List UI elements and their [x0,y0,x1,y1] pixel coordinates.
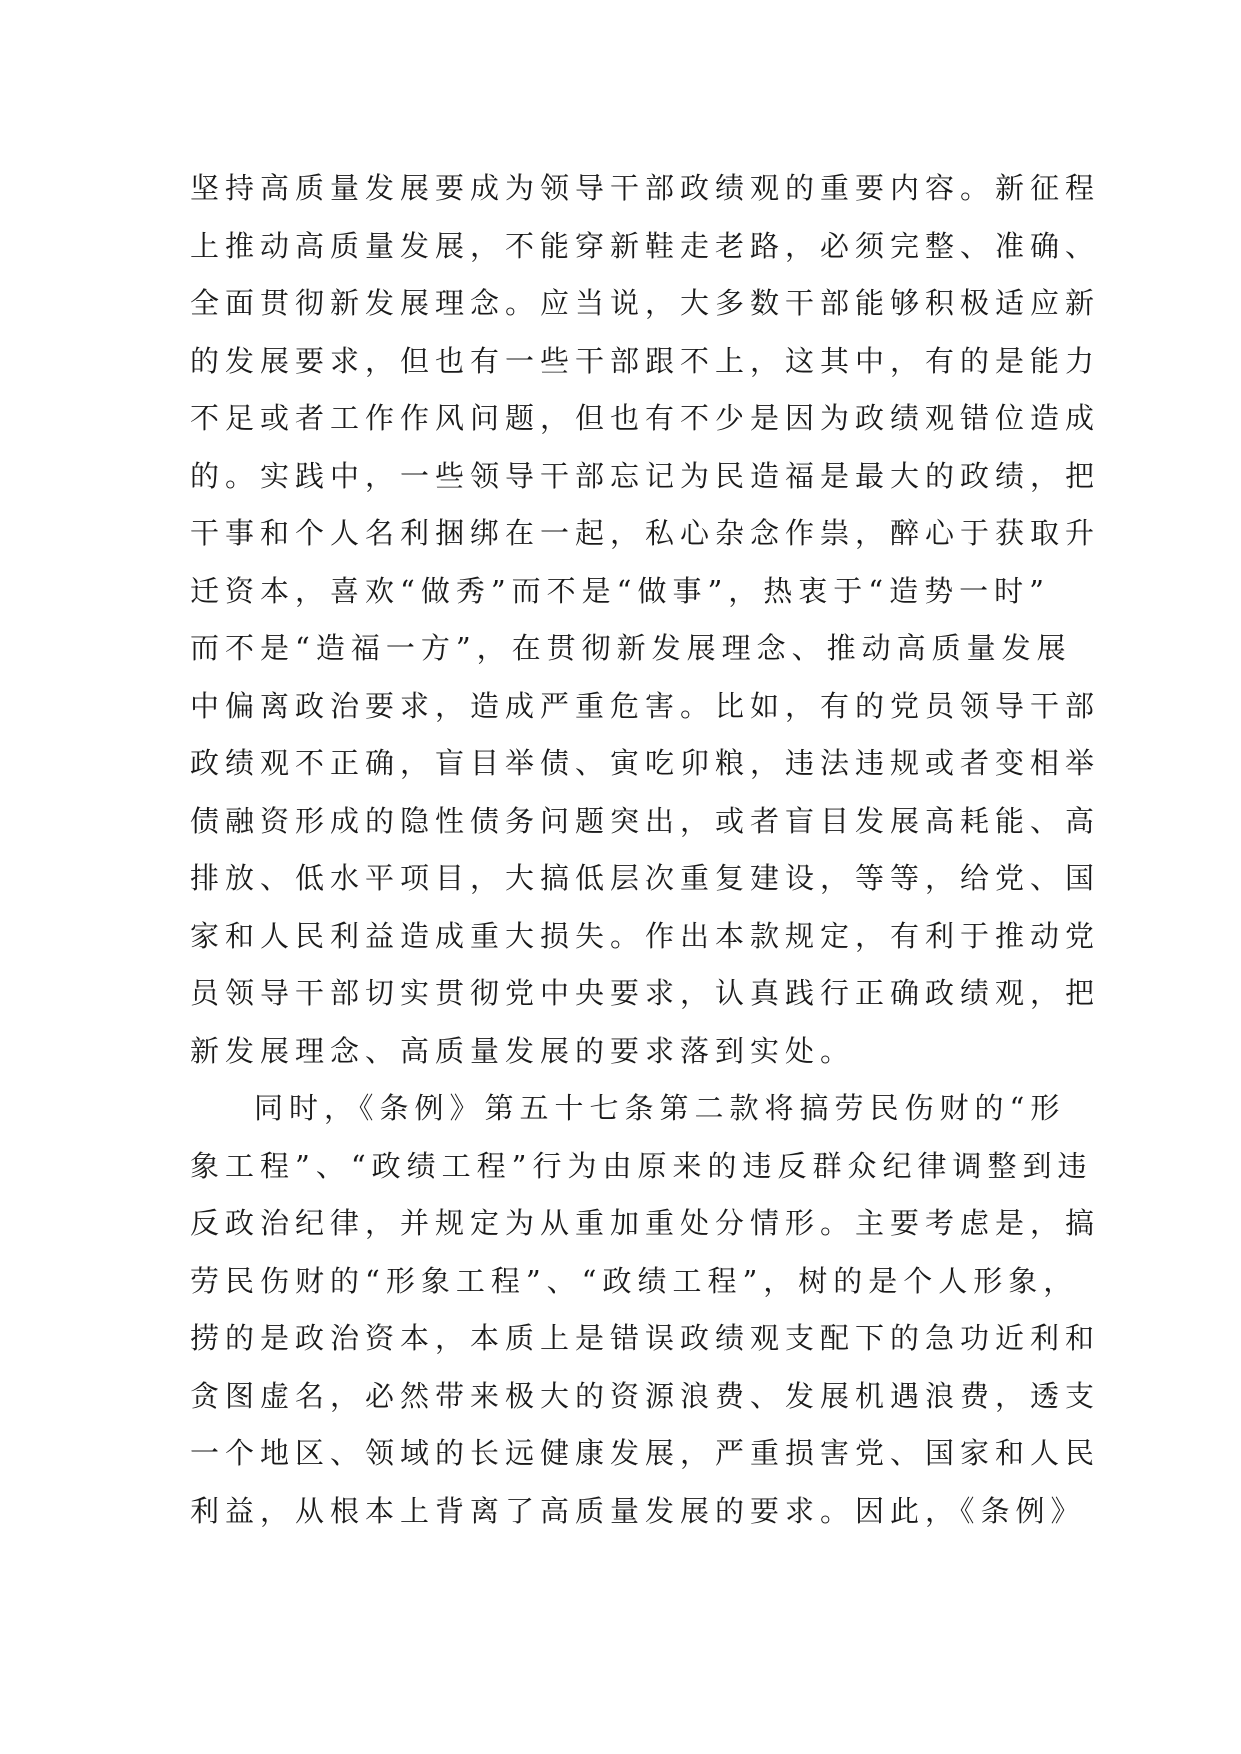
text-line: 中偏离政治要求，造成严重危害。比如，有的党员领导干部 [190,688,1101,723]
text-line: 家和人民利益造成重大损失。作出本款规定，有利于推动党 [190,918,1101,953]
text-line: 利益，从根本上背离了高质量发展的要求。因此，《条例》 [190,1493,1086,1528]
text-line: 政绩观不正确，盲目举债、寅吃卯粮，违法违规或者变相举 [190,746,1101,780]
text-line: 一个地区、领域的长远健康发展，严重损害党、国家和人民 [190,1436,1101,1470]
text-line: 迁资本，喜欢“做秀”而不是“做事”，热衷于“造势一时” [190,573,1050,608]
text-line: 上推动高质量发展，不能穿新鞋走老路，必须完整、准确、 [190,228,1101,263]
text-line: 的发展要求，但也有一些干部跟不上，这其中，有的是能力 [190,343,1101,378]
text-line: 的。实践中，一些领导干部忘记为民造福是最大的政绩，把 [190,458,1101,493]
text-line: 排放、低水平项目，大搞低层次重复建设，等等，给党、国 [190,861,1101,895]
text-line: 员领导干部切实贯彻党中央要求，认真践行正确政绩观，把 [190,976,1101,1010]
text-line: 干事和个人名利捆绑在一起，私心杂念作祟，醉心于获取升 [190,516,1101,550]
text-line: 象工程”、“政绩工程”行为由原来的违反群众纪律调整到违 [190,1148,1093,1183]
text-line: 而不是“造福一方”，在贯彻新发展理念、推动高质量发展 [190,631,1072,665]
text-line: 全面贯彻新发展理念。应当说，大多数干部能够积极适应新 [190,286,1101,320]
text-line: 新发展理念、高质量发展的要求落到实处。 [190,1033,856,1068]
text-line: 反政治纪律，并规定为从重加重处分情形。主要考虑是，搞 [190,1206,1101,1240]
body-text [190,160,1101,1540]
text-line: 贪图虚名，必然带来极大的资源浪费、发展机遇浪费，透支 [190,1378,1101,1413]
text-line: 债融资形成的隐性债务问题突出，或者盲目发展高耗能、高 [190,803,1101,838]
text-line: 捞的是政治资本，本质上是错误政绩观支配下的急功近利和 [190,1321,1101,1355]
paragraph-start-line: 同时，《条例》第五十七条第二款将搞劳民伤财的“形 [254,1091,1066,1125]
text-line: 坚持高质量发展要成为领导干部政绩观的重要内容。新征程 [190,171,1101,205]
text-line: 劳民伤财的“形象工程”、“政绩工程”，树的是个人形象， [190,1263,1079,1298]
text-line: 不足或者工作作风问题，但也有不少是因为政绩观错位造成 [190,401,1101,435]
